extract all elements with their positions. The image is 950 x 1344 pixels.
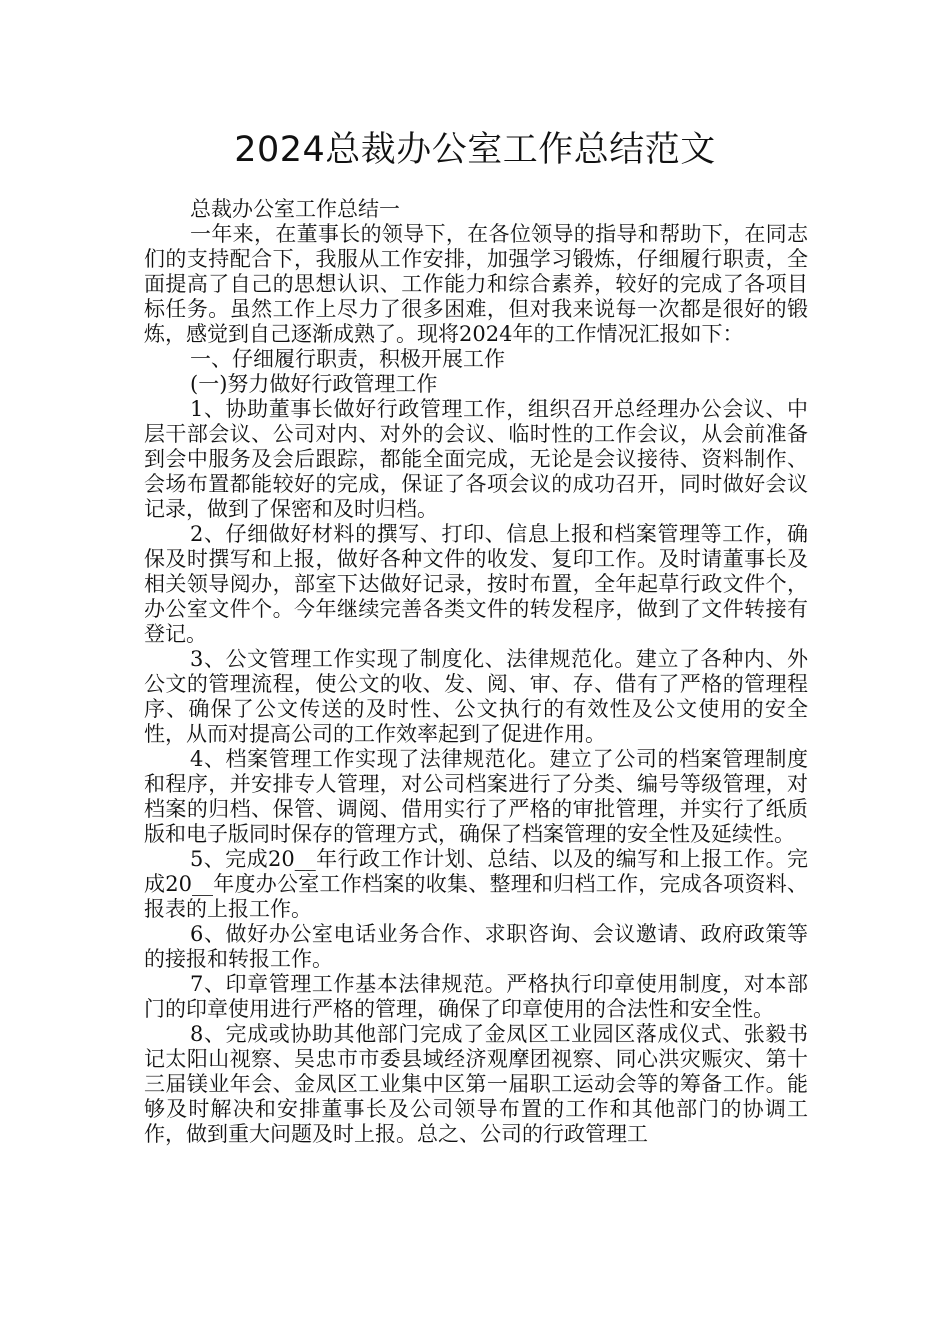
subsection-heading: (一)努力做好行政管理工作 — [190, 372, 438, 396]
document-body — [144, 197, 808, 1147]
body-paragraph: 2、仔细做好材料的撰写、打印、信息上报和档案管理等工作，确保及时撰写和上报，做好各种文件的收发、复印工作。及时请董事长及相关领导阅办，部室下达做好记录，按时布置，全年起草行政文件个，办公室文件个。今年继续完善各类文件的转发程序，做到了文件转接有登记。 — [144, 522, 808, 646]
body-paragraph: 一年来，在董事长的领导下，在各位领导的指导和帮助下，在同志们的支持配合下，我服从工作安排，加强学习锻炼，仔细履行职责，全面提高了自己的思想认识、工作能力和综合素养，较好的完成了各项目标任务。虽然工作上尽力了很多困难，但对我来说每一次都是很好的锻炼，感觉到自己逐渐成熟了。现将2024年的工作情况汇报如下： — [144, 222, 808, 346]
body-paragraph: 1、协助董事长做好行政管理工作，组织召开总经理办公会议、中层干部会议、公司对内、对外的会议、临时性的工作会议，从会前准备到会中服务及会后跟踪，都能全面完成，无论是会议接待、资料制作、会场布置都能较好的完成，保证了各项会议的成功召开，同时做好会议记录，做到了保密和及时归档。 — [144, 397, 808, 521]
body-paragraph: 3、公文管理工作实现了制度化、法律规范化。建立了各种内、外公文的管理流程，使公文的收、发、阅、审、存、借有了严格的管理程序、确保了公文传送的及时性、公文执行的有效性及公文使用的安全性，从而对提高公司的工作效率起到了促进作用。 — [144, 647, 808, 746]
document-title: 2024总裁办公室工作总结范文 — [234, 130, 716, 170]
body-paragraph: 6、做好办公室电话业务合作、求职咨询、会议邀请、政府政策等的接报和转报工作。 — [144, 922, 808, 971]
body-paragraph: 4、档案管理工作实现了法律规范化。建立了公司的档案管理制度和程序，并安排专人管理，对公司档案进行了分类、编号等级管理，对档案的归档、保管、调阅、借用实行了严格的审批管理，并实行了纸质版和电子版同时保存的管理方式，确保了档案管理的安全性及延续性。 — [144, 747, 808, 846]
section-heading: 总裁办公室工作总结一 — [190, 197, 400, 221]
body-paragraph: 7、印章管理工作基本法律规范。严格执行印章使用制度，对本部门的印章使用进行严格的管理，确保了印章使用的合法性和安全性。 — [144, 972, 808, 1021]
body-paragraph: 8、完成或协助其他部门完成了金凤区工业园区落成仪式、张毅书记太阳山视察、吴忠市市委县域经济观摩团视察、同心洪灾赈灾、第十三届镁业年会、金凤区工业集中区第一届职工运动会等的筹备工作。能够及时解决和安排董事长及公司领导布置的工作和其他部门的协调工作，做到重大问题及时上报。总之、公司的行政管理工 — [144, 1022, 808, 1146]
body-paragraph: 5、完成20__年行政工作计划、总结、以及的编写和上报工作。完成20__年度办公室工作档案的收集、整理和归档工作，完成各项资料、报表的上报工作。 — [144, 847, 808, 921]
section-heading: 一、仔细履行职责，积极开展工作 — [190, 347, 505, 371]
